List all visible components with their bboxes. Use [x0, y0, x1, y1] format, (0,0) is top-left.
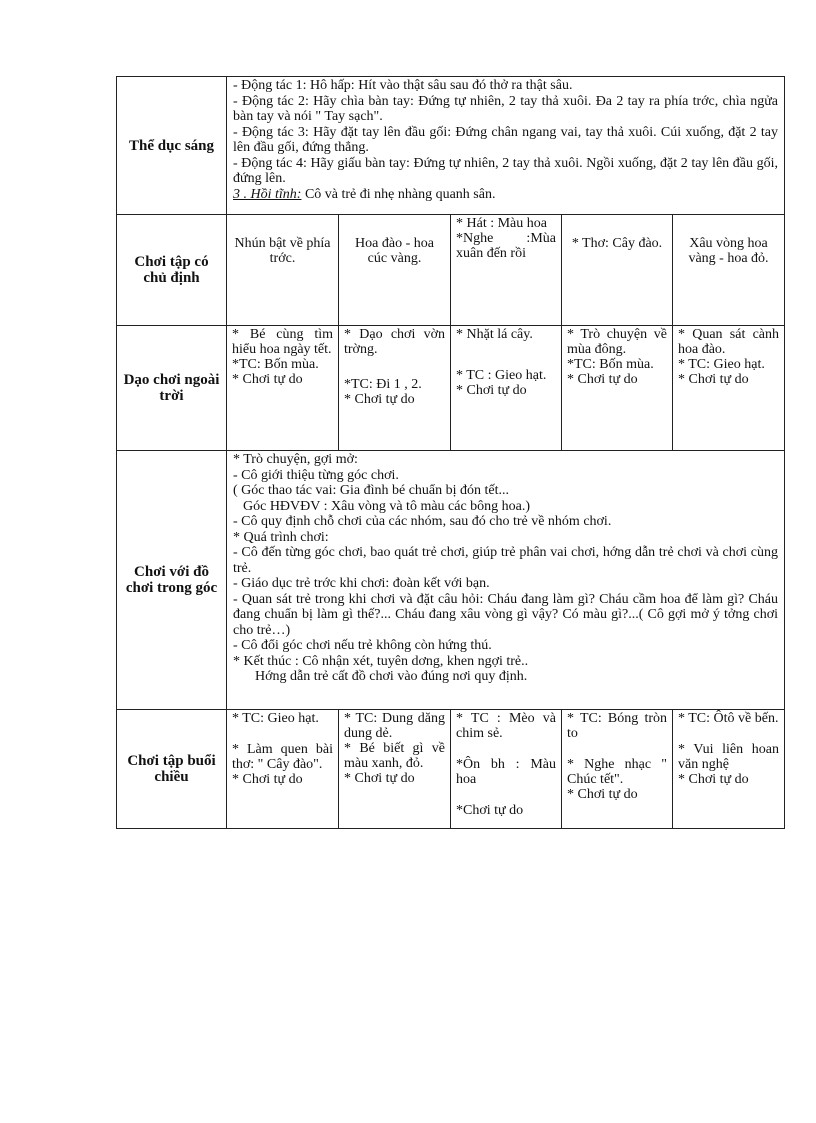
cooldown-line [233, 187, 778, 203]
outdoor-day-5-game: * TC: Gieo hạt. [678, 357, 765, 372]
cooldown-text: Cô và trẻ đi nhẹ nhàng quanh sân. [301, 186, 496, 202]
afternoon-day-3 [451, 710, 562, 829]
outdoor-day-1-game: *TC: Bốn mùa. [232, 357, 319, 372]
outdoor-day-3-activity: * Nhặt lá cây. [456, 327, 533, 342]
row-afternoon [117, 710, 785, 829]
outdoor-day-3 [451, 326, 562, 451]
corners-line-3: ( Góc thao tác vai: Gia đình bé chuẩn bị đón tết... [233, 483, 510, 498]
corners-line-4: Góc HĐVĐV : Xâu vòng và tô màu các bông hoa.) [243, 498, 531, 514]
corners-line-5: - Cô quy định chỗ chơi của các nhóm, sau đó cho trẻ về nhóm chơi. [233, 514, 612, 529]
row-morning-exercise [117, 77, 785, 215]
corners-line-9: - Quan sát trẻ trong khi chơi và đặt câu hỏi: Cháu đang làm gì? Cháu cầm hoa để làm gì? Cháu đang chuẩn bị làm gì thế?... Cháu đang xâu vòng gì vậy? Có màu gì?...( Cô gợi mở ý tởng chơi cho trẻ…) [233, 591, 778, 638]
afternoon-day-2-game: * TC: Dung dăng dung dẻ. [344, 711, 445, 741]
outdoor-day-2-game: *TC: Đi 1 , 2. [344, 377, 422, 392]
outdoor-day-4-game: *TC: Bốn mùa. [567, 357, 654, 372]
outdoor-day-1-activity: * Bé cùng tìm hiểu hoa ngày tết. [232, 327, 333, 357]
directed-play-day-4-text: * Thơ: Cây đào. [571, 236, 663, 251]
corners-line-12: Hớng dẫn trẻ cất đồ chơi vào đúng nơi quy định. [255, 669, 528, 684]
directed-play-day-2 [339, 215, 451, 326]
afternoon-day-3-activity: *Ôn bh : Màu hoa [456, 757, 556, 787]
outdoor-day-5-activity: * Quan sát cành hoa đào. [678, 327, 779, 357]
afternoon-day-4 [562, 710, 673, 829]
outdoor-day-2-activity: * Dạo chơi vờn trờng. [344, 327, 445, 357]
afternoon-day-4-game: * TC: Bóng tròn to [567, 711, 667, 741]
corners-line-2: - Cô giới thiệu từng góc chơi. [233, 467, 399, 483]
row-directed-play [117, 215, 785, 326]
directed-play-day-1-text: Nhún bật về phía trớc. [234, 236, 331, 266]
directed-play-day-3-listen: *Nghe :Mùa xuân đến rồi [456, 231, 556, 261]
corners-line-6: * Quá trình chơi: [233, 529, 329, 545]
corners-line-11: * Kết thúc : Cô nhận xét, tuyên dơng, khen ngợi trẻ.. [233, 653, 529, 669]
row-label-morning-exercise: Thể dục sáng [117, 77, 227, 215]
directed-play-day-4 [562, 215, 673, 326]
outdoor-day-2-free: * Chơi tự do [344, 392, 415, 407]
corners-line-1: * Trò chuyện, gợi mở: [233, 452, 358, 467]
row-outdoor [117, 326, 785, 451]
exercise-line-2: - Động tác 2: Hãy chìa bàn tay: Đứng tự nhiên, 2 tay thả xuôi. Đa 2 tay ra phía trớc, chìa ngửa bàn tay và nói " Tay sạch". [233, 93, 778, 124]
row-label-outdoor: Dạo chơi ngoài trời [117, 326, 227, 451]
corners-line-8: - Giáo dục trẻ trớc khi chơi: đoàn kết với bạn. [233, 576, 490, 591]
directed-play-day-3 [451, 215, 562, 326]
afternoon-day-5-game: * TC: Ôtô về bến. [678, 711, 779, 726]
afternoon-day-2-free: * Chơi tự do [344, 771, 415, 786]
outdoor-day-4-free: * Chơi tự do [567, 372, 638, 387]
corners-content [227, 451, 785, 710]
row-corners [117, 451, 785, 710]
afternoon-day-2-activity: * Bé biết gì về màu xanh, đỏ. [344, 741, 445, 771]
outdoor-day-3-game: * TC : Gieo hạt. [456, 368, 547, 383]
exercise-line-1: - Động tác 1: Hô hấp: Hít vào thật sâu sau đó thở ra thật sâu. [233, 78, 573, 93]
outdoor-day-4-activity: * Trò chuyện về mùa đông. [567, 327, 667, 357]
afternoon-day-1-free: * Chơi tự do [232, 772, 303, 787]
afternoon-day-3-game: * TC : Mèo và chim sẻ. [456, 711, 556, 741]
directed-play-day-5-text: Xâu vòng hoa vàng - hoa đỏ. [688, 236, 769, 266]
outdoor-day-3-free: * Chơi tự do [456, 383, 527, 398]
exercise-line-3: - Động tác 3: Hãy đặt tay lên đầu gối: Đứng chân ngang vai, tay thả xuôi. Cúi xuống, đặt 2 tay lên đầu gối, đứng thẳng. [233, 124, 778, 155]
afternoon-day-4-activity: * Nghe nhạc " Chúc tết". [567, 757, 667, 787]
exercise-line-4: - Động tác 4: Hãy giấu bàn tay: Đứng tự nhiên, 2 tay thả xuôi. Ngồi xuống, đặt 2 tay lên đầu gối, đứng lên. [233, 155, 778, 186]
afternoon-day-5 [673, 710, 785, 829]
row-label-directed-play: Chơi tập có chủ định [117, 215, 227, 326]
outdoor-day-1 [227, 326, 339, 451]
afternoon-day-3-free: *Chơi tự do [456, 803, 524, 818]
corners-line-10: - Cô đổi góc chơi nếu trẻ không còn hứng thú. [233, 638, 492, 653]
outdoor-day-5-free: * Chơi tự do [678, 372, 749, 387]
outdoor-day-4 [562, 326, 673, 451]
cooldown-label: 3 . Hồi tĩnh: [233, 186, 302, 202]
directed-play-day-1 [227, 215, 339, 326]
outdoor-day-1-free: * Chơi tự do [232, 372, 303, 387]
morning-exercise-content [227, 77, 785, 215]
row-label-afternoon: Chơi tập buổi chiều [117, 710, 227, 829]
weekly-plan-table [116, 76, 785, 829]
afternoon-day-1-game: * TC: Gieo hạt. [232, 711, 319, 726]
afternoon-day-1-activity: * Làm quen bài thơ: " Cây đào". [232, 742, 333, 772]
directed-play-day-5 [673, 215, 785, 326]
corners-line-7: - Cô đến từng góc chơi, bao quát trẻ chơi, giúp trẻ phân vai chơi, hớng dẫn trẻ chơi và chơi cùng trẻ. [233, 545, 778, 576]
outdoor-day-2 [339, 326, 451, 451]
directed-play-day-3-song: * Hát : Màu hoa [456, 216, 547, 231]
afternoon-day-5-activity: * Vui liên hoan văn nghệ [678, 742, 779, 772]
afternoon-day-1 [227, 710, 339, 829]
directed-play-day-2-text: Hoa đào - hoa cúc vàng. [355, 236, 434, 266]
outdoor-day-5 [673, 326, 785, 451]
afternoon-day-4-free: * Chơi tự do [567, 787, 638, 802]
afternoon-day-5-free: * Chơi tự do [678, 772, 749, 787]
afternoon-day-2 [339, 710, 451, 829]
row-label-corners: Chơi với đồ chơi trong góc [117, 451, 227, 710]
